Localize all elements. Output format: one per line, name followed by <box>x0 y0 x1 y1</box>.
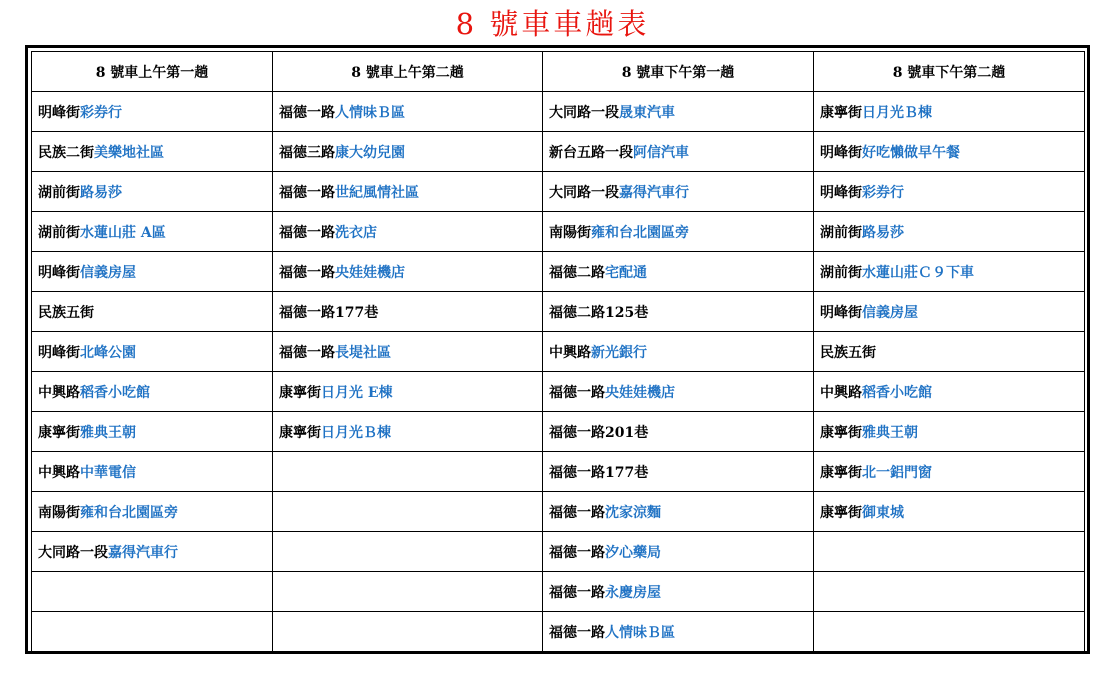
place-name: 彩券行 <box>80 104 122 121</box>
table-row <box>32 292 1085 332</box>
place-name: 央娃娃機店 <box>335 264 405 281</box>
street-name: 民族五街 <box>820 344 876 361</box>
street-name: 中興路 <box>549 344 591 361</box>
street-name: 福德二路 <box>549 264 605 281</box>
street-name: 明峰街 <box>820 304 862 321</box>
street-name: 康寧街 <box>38 424 80 441</box>
table-cell <box>32 252 273 292</box>
street-name: 中興路 <box>38 464 80 481</box>
table-row <box>32 572 1085 612</box>
street-name: 大同路一段 <box>549 104 619 121</box>
table-row <box>32 212 1085 252</box>
schedule-table <box>31 51 1085 652</box>
table-cell <box>273 92 543 132</box>
table-cell <box>273 292 543 332</box>
table-cell <box>32 172 273 212</box>
street-name: 明峰街 <box>820 184 862 201</box>
street-name: 福德一路177巷 <box>549 464 649 481</box>
street-name: 湖前街 <box>820 224 862 241</box>
place-name: 人情味Ｂ區 <box>335 104 405 121</box>
street-name: 南陽街 <box>549 224 591 241</box>
street-name: 康寧街 <box>820 104 862 121</box>
table-cell <box>814 92 1085 132</box>
place-name: 央娃娃機店 <box>605 384 675 401</box>
place-name: 嘉得汽車行 <box>619 184 689 201</box>
place-name: 水蓮山莊 A區 <box>80 224 166 241</box>
street-name: 福德一路 <box>549 544 605 561</box>
table-cell <box>273 172 543 212</box>
table-cell <box>814 172 1085 212</box>
table-cell <box>814 292 1085 332</box>
table-cell <box>32 412 273 452</box>
street-name: 福德一路 <box>549 504 605 521</box>
table-cell <box>814 132 1085 172</box>
street-name: 康寧街 <box>820 424 862 441</box>
street-name: 福德一路 <box>279 104 335 121</box>
column-header: 8 號車下午第二趟 <box>814 52 1085 92</box>
street-name: 大同路一段 <box>38 544 108 561</box>
place-name: 好吃懶做早午餐 <box>862 144 960 161</box>
place-name: 信義房屋 <box>80 264 136 281</box>
place-name: 晟東汽車 <box>619 104 675 121</box>
place-name: 雍和台北園區旁 <box>591 224 689 241</box>
table-row <box>32 252 1085 292</box>
table-cell <box>814 492 1085 532</box>
table-cell <box>32 572 273 612</box>
place-name: 日月光 E棟 <box>321 384 393 401</box>
street-name: 福德一路201巷 <box>549 424 649 441</box>
table-cell <box>273 332 543 372</box>
table-cell <box>543 172 814 212</box>
table-cell <box>273 212 543 252</box>
table-cell <box>32 612 273 652</box>
table-cell <box>32 492 273 532</box>
column-header: 8 號車上午第一趟 <box>32 52 273 92</box>
place-name: 日月光Ｂ棟 <box>321 424 391 441</box>
table-cell <box>543 252 814 292</box>
street-name: 福德二路125巷 <box>549 304 649 321</box>
table-row <box>32 492 1085 532</box>
place-name: 雅典王朝 <box>80 424 136 441</box>
street-name: 明峰街 <box>38 264 80 281</box>
table-cell <box>32 332 273 372</box>
table-cell <box>32 452 273 492</box>
table-cell <box>814 612 1085 652</box>
place-name: 水蓮山莊Ｃ９下車 <box>862 264 974 281</box>
table-cell <box>543 92 814 132</box>
place-name: 雅典王朝 <box>862 424 918 441</box>
place-name: 沈家涼麵 <box>605 504 661 521</box>
street-name: 湖前街 <box>38 224 80 241</box>
column-header: 8 號車上午第二趟 <box>273 52 543 92</box>
street-name: 康寧街 <box>279 384 321 401</box>
street-name: 湖前街 <box>38 184 80 201</box>
table-row <box>32 172 1085 212</box>
table-row <box>32 132 1085 172</box>
place-name: 稻香小吃館 <box>862 384 932 401</box>
table-cell <box>543 452 814 492</box>
column-header: 8 號車下午第一趟 <box>543 52 814 92</box>
table-cell <box>814 572 1085 612</box>
street-name: 康寧街 <box>820 464 862 481</box>
table-cell <box>543 212 814 252</box>
place-name: 洗衣店 <box>335 224 377 241</box>
table-cell <box>543 492 814 532</box>
street-name: 明峰街 <box>820 144 862 161</box>
table-row <box>32 92 1085 132</box>
street-name: 明峰街 <box>38 104 80 121</box>
place-name: 新光銀行 <box>591 344 647 361</box>
schedule-body <box>32 92 1085 652</box>
street-name: 福德一路 <box>549 384 605 401</box>
page-title: 8 號車車趟表 <box>455 7 650 41</box>
street-name: 福德三路 <box>279 144 335 161</box>
place-name: 中華電信 <box>80 464 136 481</box>
place-name: 日月光Ｂ棟 <box>862 104 932 121</box>
table-cell <box>273 492 543 532</box>
table-row <box>32 412 1085 452</box>
schedule-sheet <box>25 45 1090 654</box>
street-name: 福德一路 <box>279 224 335 241</box>
street-name: 福德一路 <box>279 344 335 361</box>
table-cell <box>32 292 273 332</box>
table-cell <box>814 332 1085 372</box>
table-cell <box>32 372 273 412</box>
table-cell <box>814 532 1085 572</box>
street-name: 中興路 <box>820 384 862 401</box>
table-cell <box>543 332 814 372</box>
table-cell <box>814 212 1085 252</box>
place-name: 北峰公園 <box>80 344 136 361</box>
street-name: 民族二街 <box>38 144 94 161</box>
table-cell <box>32 212 273 252</box>
place-name: 北一鋁門窗 <box>862 464 932 481</box>
table-row <box>32 612 1085 652</box>
table-cell <box>273 372 543 412</box>
table-cell <box>32 132 273 172</box>
street-name: 中興路 <box>38 384 80 401</box>
street-name: 新台五路一段 <box>549 144 633 161</box>
street-name: 康寧街 <box>820 504 862 521</box>
place-name: 路易莎 <box>862 224 904 241</box>
table-cell <box>543 612 814 652</box>
place-name: 康大幼兒園 <box>335 144 405 161</box>
table-cell <box>273 132 543 172</box>
street-name: 福德一路 <box>549 624 605 641</box>
table-cell <box>543 572 814 612</box>
table-cell <box>32 92 273 132</box>
table-cell <box>814 372 1085 412</box>
table-cell <box>543 532 814 572</box>
street-name: 明峰街 <box>38 344 80 361</box>
place-name: 彩券行 <box>862 184 904 201</box>
place-name: 稻香小吃館 <box>80 384 150 401</box>
place-name: 雍和台北園區旁 <box>80 504 178 521</box>
street-name: 湖前街 <box>820 264 862 281</box>
place-name: 御東城 <box>862 504 904 521</box>
table-cell <box>543 412 814 452</box>
table-row <box>32 452 1085 492</box>
street-name: 南陽街 <box>38 504 80 521</box>
place-name: 長堤社區 <box>335 344 391 361</box>
table-cell <box>814 252 1085 292</box>
table-cell <box>543 292 814 332</box>
place-name: 汐心藥局 <box>605 544 661 561</box>
place-name: 阿信汽車 <box>633 144 689 161</box>
table-cell <box>273 412 543 452</box>
table-cell <box>273 572 543 612</box>
street-name: 福德一路177巷 <box>279 304 379 321</box>
table-cell <box>814 412 1085 452</box>
table-cell <box>273 252 543 292</box>
table-row <box>32 372 1085 412</box>
place-name: 路易莎 <box>80 184 122 201</box>
street-name: 福德一路 <box>279 184 335 201</box>
table-cell <box>273 612 543 652</box>
place-name: 永慶房屋 <box>605 584 661 601</box>
table-cell <box>814 452 1085 492</box>
place-name: 人情味Ｂ區 <box>605 624 675 641</box>
street-name: 福德一路 <box>549 584 605 601</box>
table-row <box>32 532 1085 572</box>
street-name: 康寧街 <box>279 424 321 441</box>
place-name: 宅配通 <box>605 264 647 281</box>
place-name: 世紀風情社區 <box>335 184 419 201</box>
street-name: 大同路一段 <box>549 184 619 201</box>
table-cell <box>543 132 814 172</box>
street-name: 福德一路 <box>279 264 335 281</box>
header-row <box>32 52 1085 92</box>
table-cell <box>32 532 273 572</box>
place-name: 信義房屋 <box>862 304 918 321</box>
table-cell <box>543 372 814 412</box>
table-cell <box>273 532 543 572</box>
place-name: 美樂地社區 <box>94 144 164 161</box>
table-row <box>32 332 1085 372</box>
table-cell <box>273 452 543 492</box>
street-name: 民族五街 <box>38 304 94 321</box>
place-name: 嘉得汽車行 <box>108 544 178 561</box>
